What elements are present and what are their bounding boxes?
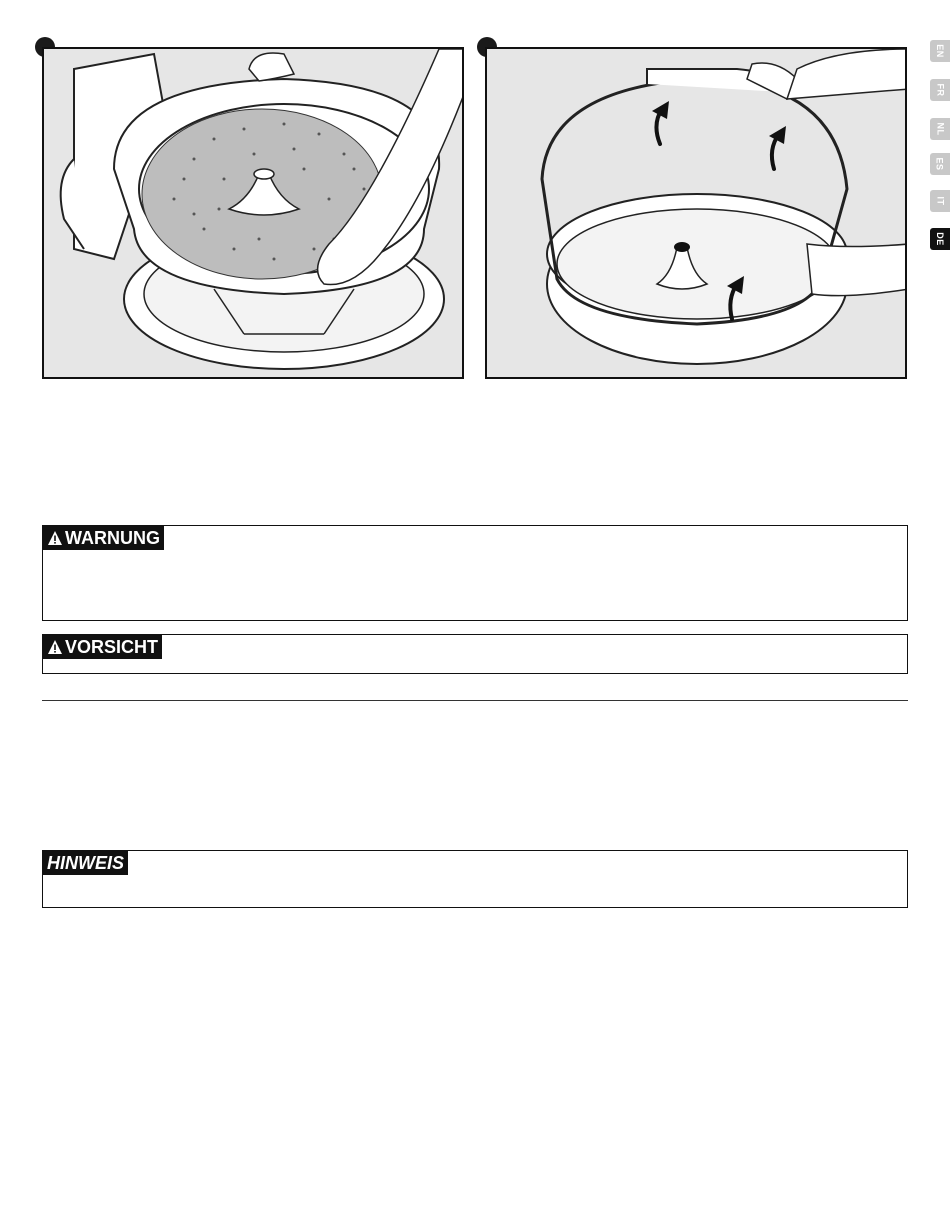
tab-language-fr[interactable] (930, 79, 950, 101)
caution-label (43, 635, 162, 659)
notice-box (42, 850, 908, 908)
warning-triangle-icon (47, 530, 63, 546)
illustration-lift-ring-drawing (487, 49, 907, 379)
notice-label-text: HINWEIS (47, 853, 125, 873)
warning-label-text: WARNUNG (65, 528, 160, 548)
tab-language-nl[interactable] (930, 118, 950, 140)
warning-box (42, 525, 908, 621)
tab-label: IT (935, 196, 945, 206)
tab-label: NL (935, 122, 945, 136)
tab-label: FR (935, 83, 945, 97)
tab-language-es[interactable] (930, 153, 950, 175)
illustration-lift-ring (485, 47, 907, 379)
illustration-remove-tray (42, 47, 464, 379)
tab-label: DE (934, 232, 945, 246)
caution-box (42, 634, 908, 674)
caution-label-text: VORSICHT (65, 637, 159, 657)
warning-triangle-icon (47, 639, 63, 655)
warning-label (43, 526, 164, 550)
tab-language-de[interactable] (930, 228, 950, 250)
tab-label: EN (934, 44, 945, 58)
tab-language-en[interactable] (930, 40, 950, 62)
notice-label (43, 851, 128, 875)
tab-label: ES (934, 157, 945, 171)
illustration-remove-tray-drawing (44, 49, 464, 379)
tab-language-it[interactable] (930, 190, 950, 212)
section-divider (42, 700, 908, 701)
